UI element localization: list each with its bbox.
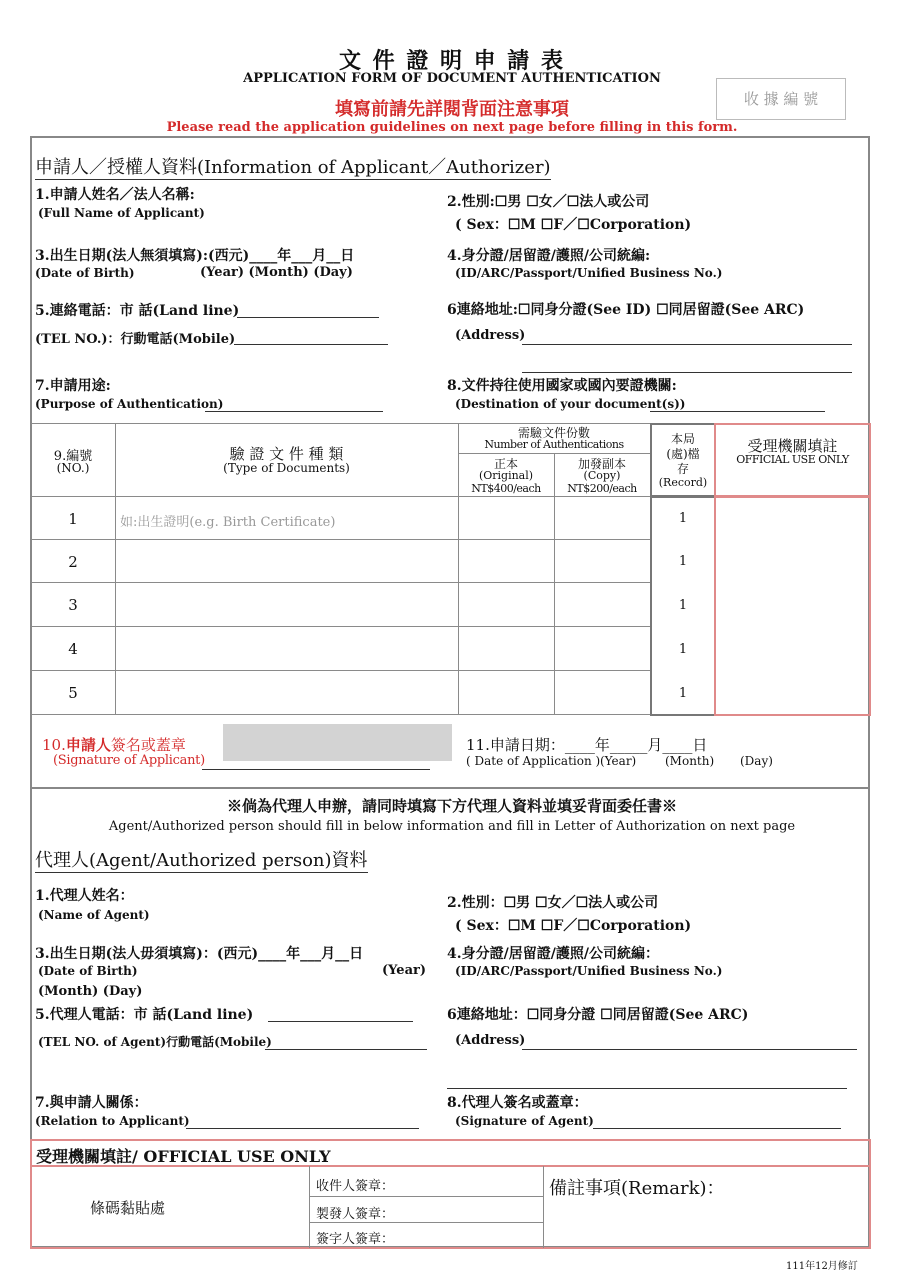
official-column-box[interactable] <box>714 496 871 716</box>
agent-signature-label: 8.代理人簽名或蓋章： <box>447 1095 588 1111</box>
revision-note: 111年12月修訂 <box>786 1261 858 1272</box>
table-line <box>31 539 651 540</box>
row-record: 1 <box>678 642 688 657</box>
applicant-address-line-1[interactable] <box>522 344 852 345</box>
purpose-line[interactable] <box>205 411 383 412</box>
date-day-label: (Day) <box>740 754 773 768</box>
col-type-header-en: (Type of Documents) <box>223 461 350 475</box>
col-copy-header: 加發副本 <box>577 457 626 471</box>
agent-dob-label-en: (Date of Birth) <box>38 964 138 978</box>
table-header-bottom <box>31 496 651 497</box>
applicant-sex-label[interactable]: 2.性別:☐男 ☐女／☐法人或公司 <box>447 194 650 210</box>
form-title-zh: 文 件 證 明 申 請 表 <box>339 48 565 74</box>
agent-relation-line[interactable] <box>186 1128 419 1129</box>
col-official-header-en: OFFICIAL USE ONLY <box>736 453 849 466</box>
applicant-address-label[interactable]: 6連絡地址:☐同身分證(See ID) ☐同居留證(See ARC) <box>447 302 805 318</box>
receiver-signature-label[interactable]: 收件人簽章： <box>316 1179 395 1194</box>
agent-address-line-2[interactable] <box>447 1088 847 1089</box>
row-record: 1 <box>678 686 688 701</box>
issuer-signature-label[interactable]: 製發人簽章： <box>316 1207 395 1222</box>
col-num-header: 需驗文件份數 <box>517 426 590 440</box>
col-num-header-en: Number of Authentications <box>484 438 624 451</box>
col-no-header: 9.編號 <box>53 449 93 464</box>
signer-signature-label[interactable]: 簽字人簽章： <box>316 1232 395 1247</box>
col-no-header-en: (NO.) <box>56 461 90 475</box>
col-type-header: 驗 證 文 件 種 類 <box>229 445 344 463</box>
applicant-id-label: 4.身分證/居留證/護照/公司統編: <box>447 248 651 264</box>
remark-label[interactable]: 備註事項(Remark)： <box>549 1178 725 1199</box>
barcode-area: 條碼黏貼處 <box>90 1199 166 1217</box>
agent-name-label-en: (Name of Agent) <box>38 908 150 922</box>
applicant-address-label-en: (Address) <box>455 328 526 343</box>
applicant-name-label-en: (Full Name of Applicant) <box>38 206 205 220</box>
agent-dob-label: 3.出生日期(法人毋須填寫)：(西元)____年___月__日 <box>35 946 364 962</box>
date-month-label: (Month) <box>665 754 715 768</box>
col-copy-price: NT$200/each <box>567 482 637 495</box>
applicant-dob-label: 3.出生日期(法人無須填寫):(西元)____年___月__日 <box>35 248 355 264</box>
applicant-signature-label-en: (Signature of Applicant) <box>53 753 205 768</box>
signature-redaction <box>223 724 452 761</box>
application-date-label[interactable]: 11.申請日期：____年_____月____日 <box>466 736 708 754</box>
agent-notice-en: Agent/Authorized person should fill in below information and fill in Letter of Authorization on next page <box>108 819 796 834</box>
col-original-price: NT$400/each <box>471 482 541 495</box>
applicant-signature-line[interactable] <box>202 769 430 770</box>
application-date-en: ( Date of Application ) <box>466 754 601 768</box>
col-copy-header-en: (Copy) <box>583 469 621 482</box>
row-type-example[interactable]: 如:出生證明(e.g. Birth Certificate) <box>120 515 336 530</box>
agent-landline-line[interactable] <box>268 1021 413 1022</box>
destination-label-en: (Destination of your document(s)) <box>455 397 686 411</box>
date-year-label: (Year) <box>600 754 637 768</box>
agent-id-label-en: (ID/ARC/Passport/Unified Business No.) <box>455 964 723 978</box>
applicant-signature-label: 10.申請人簽名或蓋章 <box>42 736 186 754</box>
applicant-dob-units: (Year) (Month) (Day) <box>200 265 353 280</box>
agent-id-label: 4.身分證/居留證/護照/公司統編： <box>447 946 659 962</box>
row-record: 1 <box>678 598 688 613</box>
col-official-header: 受理機關填註 <box>747 437 838 455</box>
form-title-en: APPLICATION FORM OF DOCUMENT AUTHENTICATION <box>243 71 661 86</box>
agent-signature-line[interactable] <box>593 1128 841 1129</box>
row-no: 5 <box>68 684 78 702</box>
applicant-mobile-label: (TEL NO.)：行動電話(Mobile) <box>35 332 236 347</box>
col-record-header: 本局 <box>670 432 695 446</box>
agent-section-title: 代理人(Agent/Authorized person)資料 <box>35 846 368 873</box>
applicant-id-label-en: (ID/ARC/Passport/Unified Business No.) <box>455 266 723 280</box>
row-no: 3 <box>68 596 78 614</box>
table-line <box>31 670 651 671</box>
official-row-line <box>309 1196 543 1197</box>
applicant-mobile-line[interactable] <box>234 344 388 345</box>
table-subheader-line <box>458 453 650 454</box>
receipt-number-label: 收 據 編 號 <box>743 90 819 108</box>
destination-line[interactable] <box>650 411 825 412</box>
official-use-title: 受理機關填註/ OFFICIAL USE ONLY <box>36 1147 331 1166</box>
agent-signature-label-en: (Signature of Agent) <box>455 1114 594 1128</box>
agent-name-label: 1.代理人姓名： <box>35 888 134 904</box>
applicant-address-line-2[interactable] <box>522 372 852 373</box>
agent-divider <box>31 787 870 789</box>
col-record-header-en: (Record) <box>658 476 708 489</box>
col-original-header: 正本 <box>493 457 518 471</box>
official-divider <box>309 1166 310 1248</box>
agent-address-label-en: (Address) <box>455 1033 526 1048</box>
agent-tel-label: 5.代理人電話：市 話(Land line) <box>35 1007 254 1023</box>
applicant-landline-line[interactable] <box>237 317 379 318</box>
agent-mobile-label: (TEL NO. of Agent)行動電話(Mobile) <box>38 1035 272 1049</box>
receipt-number-box[interactable] <box>716 78 846 120</box>
row-record: 1 <box>678 511 688 526</box>
applicant-tel-label: 5.連絡電話：市 話(Land line) <box>35 303 240 319</box>
agent-notice-zh: ※倘為代理人申辦，請同時填寫下方代理人資料並填妥背面委任書※ <box>226 797 677 815</box>
col-original-header-en: (Original) <box>478 469 534 482</box>
row-no: 4 <box>68 640 78 658</box>
applicant-name-label: 1.申請人姓名／法人名稱: <box>35 187 195 203</box>
notice-en: Please read the application guidelines on next page before filling in this form. <box>166 120 738 135</box>
agent-dob-units: (Month) (Day) <box>38 984 143 999</box>
agent-address-label[interactable]: 6連絡地址：☐同身分證 ☐同居留證(See ARC) <box>447 1007 749 1023</box>
official-row-line <box>309 1222 543 1223</box>
agent-address-line-1[interactable] <box>522 1049 857 1050</box>
agent-mobile-line[interactable] <box>265 1049 427 1050</box>
agent-sex-label[interactable]: 2.性別：☐男 ☐女／☐法人或公司 <box>447 895 659 911</box>
agent-relation-label-en: (Relation to Applicant) <box>35 1114 190 1128</box>
applicant-sex-label-en[interactable]: ( Sex：☐M ☐F／☐Corporation) <box>455 217 692 233</box>
table-bottom-line <box>31 714 651 715</box>
row-no: 1 <box>68 510 78 528</box>
purpose-label-en: (Purpose of Authentication) <box>35 397 224 411</box>
col-record-header-3: 存 <box>676 462 689 476</box>
col-record-header-2: (處)檔 <box>666 447 700 461</box>
applicant-dob-label-en: (Date of Birth) <box>35 266 135 280</box>
official-divider <box>543 1166 544 1248</box>
destination-label: 8.文件持往使用國家或國內要證機關: <box>447 378 677 394</box>
table-line <box>31 626 651 627</box>
agent-dob-year: (Year) <box>382 963 426 978</box>
agent-relation-label: 7.與申請人關係： <box>35 1095 148 1111</box>
row-record: 1 <box>678 554 688 569</box>
row-no: 2 <box>68 553 78 571</box>
notice-zh: 填寫前請先詳閱背面注意事項 <box>335 99 569 120</box>
purpose-label: 7.申請用途: <box>35 378 111 394</box>
agent-sex-label-en[interactable]: ( Sex：☐M ☐F／☐Corporation) <box>455 918 692 934</box>
applicant-section-title: 申請人／授權人資料(Information of Applicant／Authorizer) <box>35 153 551 180</box>
table-line <box>31 582 651 583</box>
